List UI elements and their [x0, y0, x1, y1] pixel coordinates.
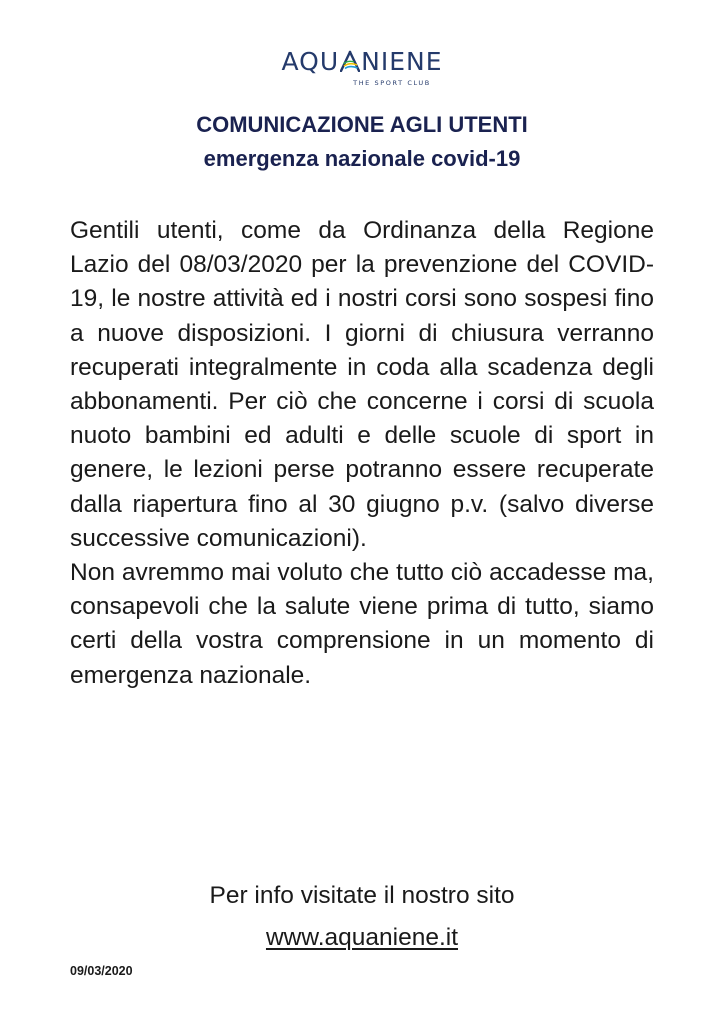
stylized-a-logo-icon: [340, 50, 360, 72]
body-paragraph-2: Non avremmo mai voluto che tutto ciò accadesse ma, consapevoli che la salute viene prima di tutto, siamo certi della vostra comprensione in un momento di emergenza nazionale.: [70, 559, 654, 689]
logo: [0, 48, 724, 87]
website-line: [0, 920, 724, 956]
logo-wordmark: [281, 48, 442, 76]
page-title: COMUNICAZIONE AGLI UTENTI: [196, 112, 528, 137]
logo-word-left: AQU: [281, 47, 340, 76]
website-link[interactable]: www.aquaniene.it: [265, 924, 459, 951]
logo-word-right: NIENE: [361, 47, 443, 76]
body-paragraph-1: Gentili utenti, come da Ordinanza della Regione Lazio del 08/03/2020 per la prevenzione del COVID-19, le nostre attività ed i nostri corsi sono sospesi fino a nuove disposizioni. I giorni di chiusura verranno recuperati integralmente in coda alla scadenza degli abbonamenti. Per ciò che concerne i corsi di scuola nuoto bambini ed adulti e delle scuole di sport in genere, le lezioni perse potranno essere recuperate dalla riapertura fino al 30 giugno p.v. (salvo diverse successive comunicazioni).: [70, 217, 654, 552]
info-text: Per info visitate il nostro sito: [209, 882, 515, 909]
document-date: 09/03/2020: [70, 964, 133, 978]
notice-body: [70, 214, 654, 693]
logo-subtitle: THE SPORT CLUB: [353, 79, 431, 87]
page-subtitle: emergenza nazionale covid-19: [203, 146, 521, 171]
